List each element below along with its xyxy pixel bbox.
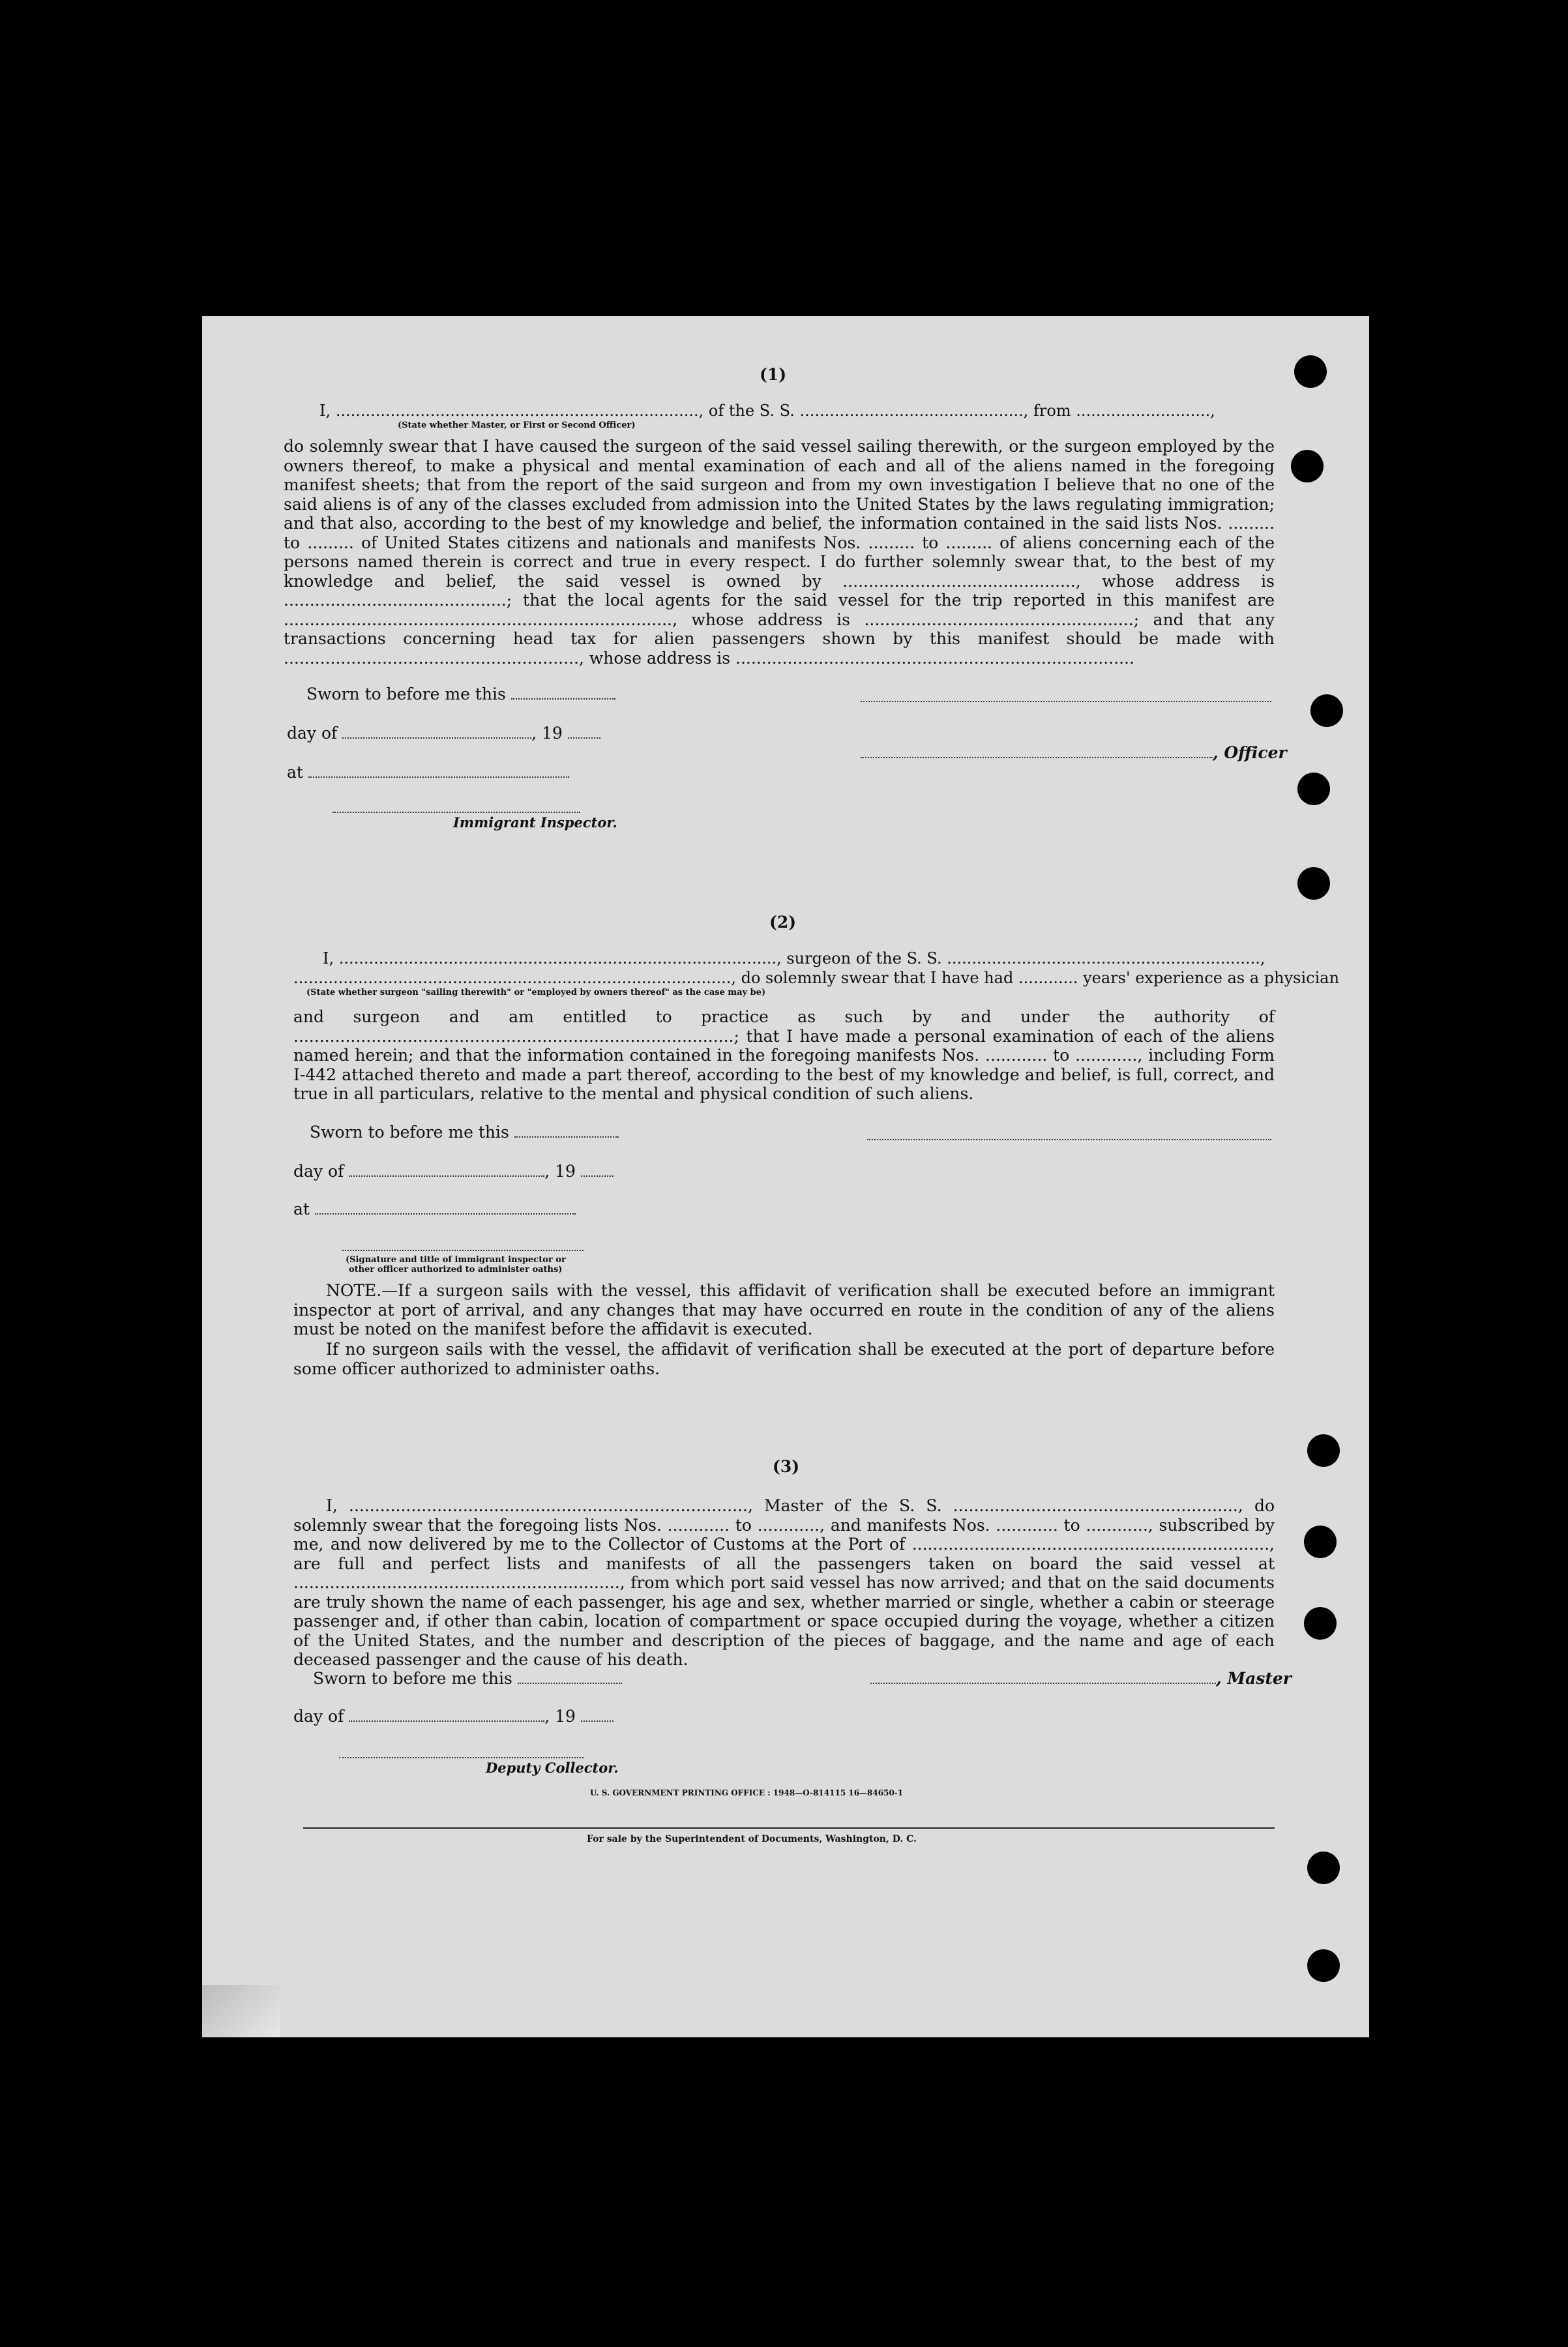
s2-sworn xyxy=(310,1123,619,1142)
section-1-number: (1) xyxy=(760,365,787,384)
punch-hole-10 xyxy=(1307,1949,1340,1982)
s3-deputy-collector: Deputy Collector. xyxy=(486,1760,619,1776)
s2-surgeon-signature-line xyxy=(867,1139,1271,1140)
s2-at xyxy=(293,1200,576,1219)
punch-hole-5 xyxy=(1297,867,1330,900)
section-2-body: and surgeon and am entitled to practice as such by and under the authority of .....................................................................................; that I have made a personal examination of each of the aliens named herein; and that the information contained in the foregoing manifests Nos. ............ to ............, including Form I-442 attached thereto and made a part thereof, according to the best of my knowledge and belief, is full, correct, and true in all particulars, relative to the mental and physical condition of such aliens. xyxy=(293,1007,1275,1103)
s3-year-label: , 19 xyxy=(544,1707,576,1726)
punch-hole-2 xyxy=(1291,450,1324,482)
section-3-number: (3) xyxy=(773,1457,800,1476)
sale-notice: For sale by the Superintendent of Documents, Washington, D. C. xyxy=(587,1834,917,1844)
s3-day-of xyxy=(293,1707,614,1726)
s2-note-text: —If a surgeon sails with the vessel, this affidavit of verification shall be executed before an immigrant inspector at port of arrival, and any changes that may have occurred en route in the condition of any of the aliens must be noted on the manifest before the affidavit is executed. xyxy=(293,1281,1275,1338)
section-2-line2: ........................................................................................, do solemnly swear that I have had ............ years' experience as a physician xyxy=(293,969,1340,987)
s1-sworn-label: Sworn to before me this xyxy=(306,685,506,703)
s1-sworn xyxy=(306,685,615,704)
s1-immigrant-inspector: Immigrant Inspector. xyxy=(453,814,617,831)
section-1-body: do solemnly swear that I have caused the surgeon of the said vessel sailing therewith, or the surgeon employed by the owners thereof, to make a physical and mental examination of each and all of the aliens named in the foregoing manifest sheets; that from the report of the said surgeon and from my own investigation I believe that no one of the said aliens is of any of the classes excluded from admission into the United States by the laws regulating immigration; and that also, according to the best of my knowledge and belief, the information contained in the said lists Nos. ......... to ......... of United States citizens and nationals and manifests Nos. ......... to ......... of aliens concerning each of the persons named therein is correct and true in every respect. I do further solemnly swear that, to the best of my knowledge and belief, the said vessel is owned by ............................................., whose address is ...........................................; that the local agents for the said vessel for the trip reported in this manifest are ..........................................................................., whose address is ....................................................; and that any transactions concerning head tax for alien passengers shown by this manifest should be made with ........................................................., whose address is ............................................................................. xyxy=(284,437,1275,668)
s2-note-label: NOTE. xyxy=(326,1281,382,1300)
s1-day-of xyxy=(287,724,600,743)
s3-day-of-label: day of xyxy=(293,1707,344,1726)
s2-year-label: , 19 xyxy=(544,1162,576,1181)
s2-note-paragraph xyxy=(293,1281,1275,1339)
s3-master-label: , Master xyxy=(1216,1669,1292,1688)
s2-sworn-label: Sworn to before me this xyxy=(310,1123,509,1142)
gpo-imprint: U. S. GOVERNMENT PRINTING OFFICE : 1948—O-814115 16—84650-1 xyxy=(590,1788,904,1797)
punch-hole-6 xyxy=(1307,1434,1340,1467)
s1-officer-signature-line xyxy=(861,701,1271,702)
s3-sworn xyxy=(313,1669,622,1689)
s1-at-label: at xyxy=(287,763,303,782)
s1-day-of-label: day of xyxy=(287,724,338,743)
punch-hole-4 xyxy=(1297,773,1330,805)
section-2-note: (State whether surgeon "sailing therewith" or "employed by owners thereof" as the case may be) xyxy=(306,988,766,997)
section-1-note: (State whether Master, or First or Second Officer) xyxy=(398,421,636,430)
punch-hole-8 xyxy=(1304,1607,1337,1640)
s2-note-paragraph-2: If no surgeon sails with the vessel, the affidavit of verification shall be executed at the port of departure before some officer authorized to administer oaths. xyxy=(293,1340,1275,1378)
s1-officer-line xyxy=(861,743,1287,763)
section-1-line1: I, ........................................................................., of the S. S. ............................................., from ..........................., xyxy=(319,402,1215,420)
punch-hole-7 xyxy=(1304,1526,1337,1558)
s2-sig-note-1: (Signature and title of immigrant inspector or xyxy=(346,1255,566,1265)
folded-corner xyxy=(202,1985,280,2037)
s2-at-label: at xyxy=(293,1200,310,1218)
form-page xyxy=(202,316,1369,2037)
punch-hole-3 xyxy=(1310,694,1343,727)
s2-sig-note-2: other officer authorized to administer oaths) xyxy=(349,1265,563,1275)
s1-at xyxy=(287,763,569,782)
s2-day-of-label: day of xyxy=(293,1162,344,1181)
s3-sworn-label: Sworn to before me this xyxy=(313,1669,512,1688)
s2-day-of xyxy=(293,1162,614,1181)
s1-officer-label: , Officer xyxy=(1213,743,1287,762)
punch-hole-9 xyxy=(1307,1852,1340,1884)
section-2-number: (2) xyxy=(769,913,797,932)
punch-hole-1 xyxy=(1294,355,1327,388)
s1-year-label: , 19 xyxy=(531,724,563,743)
s3-master-line xyxy=(870,1669,1292,1689)
s2-inspector-signature-line xyxy=(342,1250,584,1251)
footer-rule xyxy=(303,1827,1275,1829)
section-3-body: I, ............................................................................., Master of the S. S. ......................................................., do solemnly swear that the foregoing lists Nos. ............ to ............, and manifests Nos. ............ to ............, subscribed by me, and now delivered by me to the Collector of Customs at the Port of ....................................................................., are full and perfect lists and manifests of all the passengers taken on board the said vessel at ..............................................................., from which port said vessel has now arrived; and that on the said documents are truly shown the name of each passenger, his age and sex, whether married or single, whether a cabin or steerage passenger and, if other than cabin, location of compartment or space occupied during the voyage, whether a citizen of the United States, and the number and description of the pieces of baggage, and the name and age of each deceased passenger and the cause of his death. xyxy=(293,1496,1275,1669)
section-2-line1: I, ........................................................................................, surgeon of the S. S. ..............................................................., xyxy=(323,949,1265,967)
